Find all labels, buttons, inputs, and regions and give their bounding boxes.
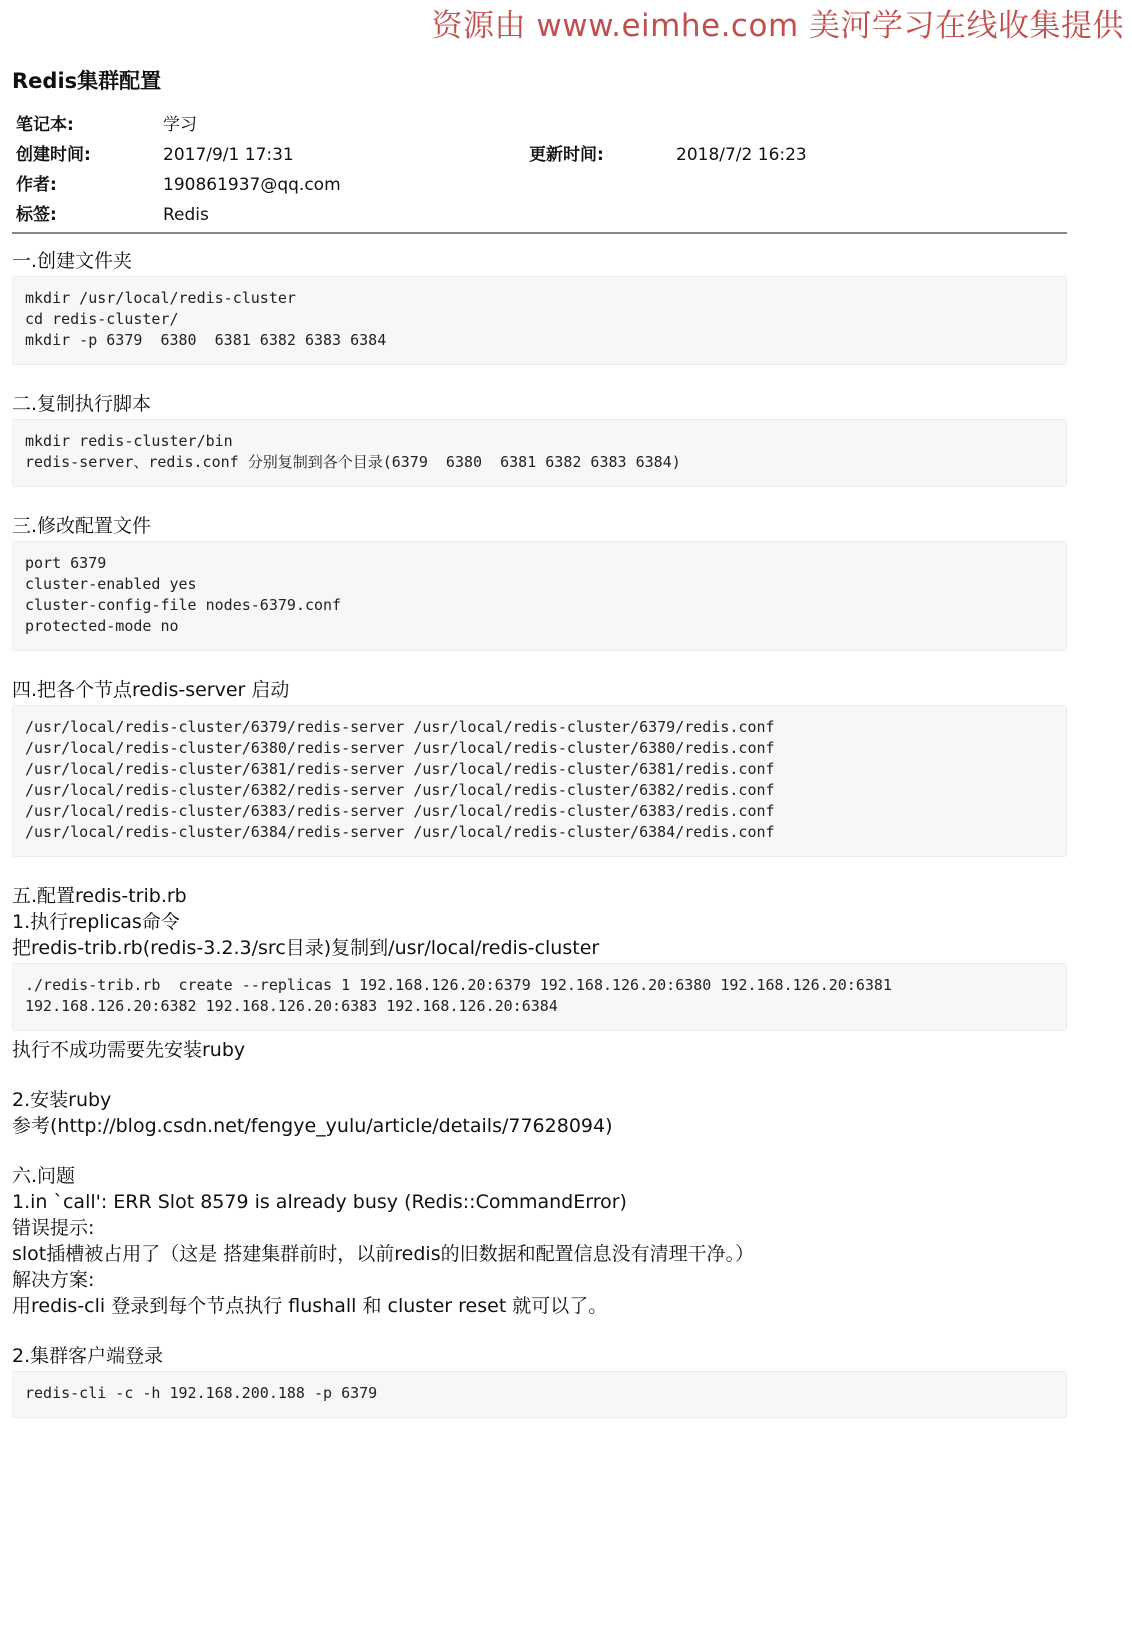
code-block-copy-scripts[interactable]: [12, 419, 1067, 487]
subheading-replicas: 1.执行replicas命令: [12, 911, 180, 933]
error-text: slot插槽被占用了（这是 搭建集群前时，以前redis的旧数据和配置信息没有清理干净。）: [12, 1243, 755, 1265]
code-line: cd redis-cluster/: [25, 310, 179, 328]
code-line: /usr/local/redis-cluster/6383/redis-server /usr/local/redis-cluster/6383/redis.conf: [25, 802, 775, 820]
issue-item-1: 1.in `call': ERR Slot 8579 is already busy (Redis::CommandError): [12, 1191, 627, 1213]
code-block-client-login[interactable]: [12, 1371, 1067, 1418]
updated-value: 2018/7/2 16:23: [676, 145, 807, 165]
section-heading-issues: 六.问题: [12, 1165, 76, 1187]
section-heading-copy-scripts: 二.复制执行脚本: [12, 393, 152, 415]
spacer: [12, 1063, 1067, 1087]
code-block-create-folder[interactable]: [12, 276, 1067, 365]
code-line: redis-server、redis.conf 分别复制到各个目录(6379 6380 6381 6382 6383 6384): [25, 453, 681, 471]
meta-row-notebook: [16, 110, 1067, 140]
notebook-label: 笔记本:: [16, 115, 74, 135]
watermark-text: 资源由 www.eimhe.com 美河学习在线收集提供: [431, 8, 1124, 44]
code-line: /usr/local/redis-cluster/6384/redis-server /usr/local/redis-cluster/6384/redis.conf: [25, 823, 775, 841]
updated-label: 更新时间:: [529, 145, 604, 165]
issue-item-2: 2.集群客户端登录: [12, 1345, 164, 1367]
tags-value: Redis: [163, 205, 209, 225]
code-line: mkdir redis-cluster/bin: [25, 432, 233, 450]
note-page: [12, 66, 1067, 1444]
subheading-install-ruby: 2.安装ruby: [12, 1089, 112, 1111]
section-heading-edit-config: 三.修改配置文件: [12, 515, 152, 537]
code-line: cluster-config-file nodes-6379.conf: [25, 596, 342, 614]
spacer: [12, 1139, 1067, 1163]
code-block-start-servers[interactable]: [12, 705, 1067, 857]
created-value: 2017/9/1 17:31: [163, 145, 294, 165]
solution-text: 用redis-cli 登录到每个节点执行 flushall 和 cluster reset 就可以了。: [12, 1295, 608, 1317]
note-meta: [12, 110, 1067, 234]
replicas-instruction: 把redis-trib.rb(redis-3.2.3/src目录)复制到/usr/local/redis-cluster: [12, 937, 600, 959]
code-line: cluster-enabled yes: [25, 575, 197, 593]
spacer: [12, 1319, 1067, 1343]
created-label: 创建时间:: [16, 145, 91, 165]
code-line: /usr/local/redis-cluster/6380/redis-server /usr/local/redis-cluster/6380/redis.conf: [25, 739, 775, 757]
error-label: 错误提示:: [12, 1217, 95, 1239]
code-line: redis-cli -c -h 192.168.200.188 -p 6379: [25, 1384, 378, 1402]
section-heading-redis-trib: 五.配置redis-trib.rb: [12, 885, 187, 907]
section-heading-start-servers: 四.把各个节点redis-server 启动: [12, 679, 290, 701]
meta-row-tags: [16, 200, 1067, 230]
ruby-note: 执行不成功需要先安装ruby: [12, 1039, 246, 1061]
code-line: /usr/local/redis-cluster/6382/redis-server /usr/local/redis-cluster/6382/redis.conf: [25, 781, 775, 799]
meta-row-author: [16, 170, 1067, 200]
code-line: /usr/local/redis-cluster/6379/redis-server /usr/local/redis-cluster/6379/redis.conf: [25, 718, 775, 736]
ruby-reference-link[interactable]: 参考(http://blog.csdn.net/fengye_yulu/article/details/77628094): [12, 1115, 613, 1137]
solution-label: 解决方案:: [12, 1269, 95, 1291]
code-line: port 6379: [25, 554, 107, 572]
tags-label: 标签:: [16, 205, 57, 225]
note-title: Redis集群配置: [12, 69, 162, 93]
code-line: /usr/local/redis-cluster/6381/redis-server /usr/local/redis-cluster/6381/redis.conf: [25, 760, 775, 778]
author-value: 190861937@qq.com: [163, 175, 341, 195]
author-label: 作者:: [16, 175, 57, 195]
code-block-edit-config[interactable]: [12, 541, 1067, 651]
code-line: protected-mode no: [25, 617, 179, 635]
code-line: ./redis-trib.rb create --replicas 1 192.168.126.20:6379 192.168.126.20:6380 192.168.126.20:6381 192.168.126.20:6382 192.168.126.20:6383 192.168.126.20:6384: [25, 976, 901, 1015]
code-line: mkdir -p 6379 6380 6381 6382 6383 6384: [25, 331, 387, 349]
section-heading-create-folder: 一.创建文件夹: [12, 250, 133, 272]
meta-row-time: [16, 140, 1067, 170]
code-line: mkdir /usr/local/redis-cluster: [25, 289, 296, 307]
notebook-value: 学习: [163, 115, 197, 135]
code-block-replicas[interactable]: [12, 963, 1067, 1031]
